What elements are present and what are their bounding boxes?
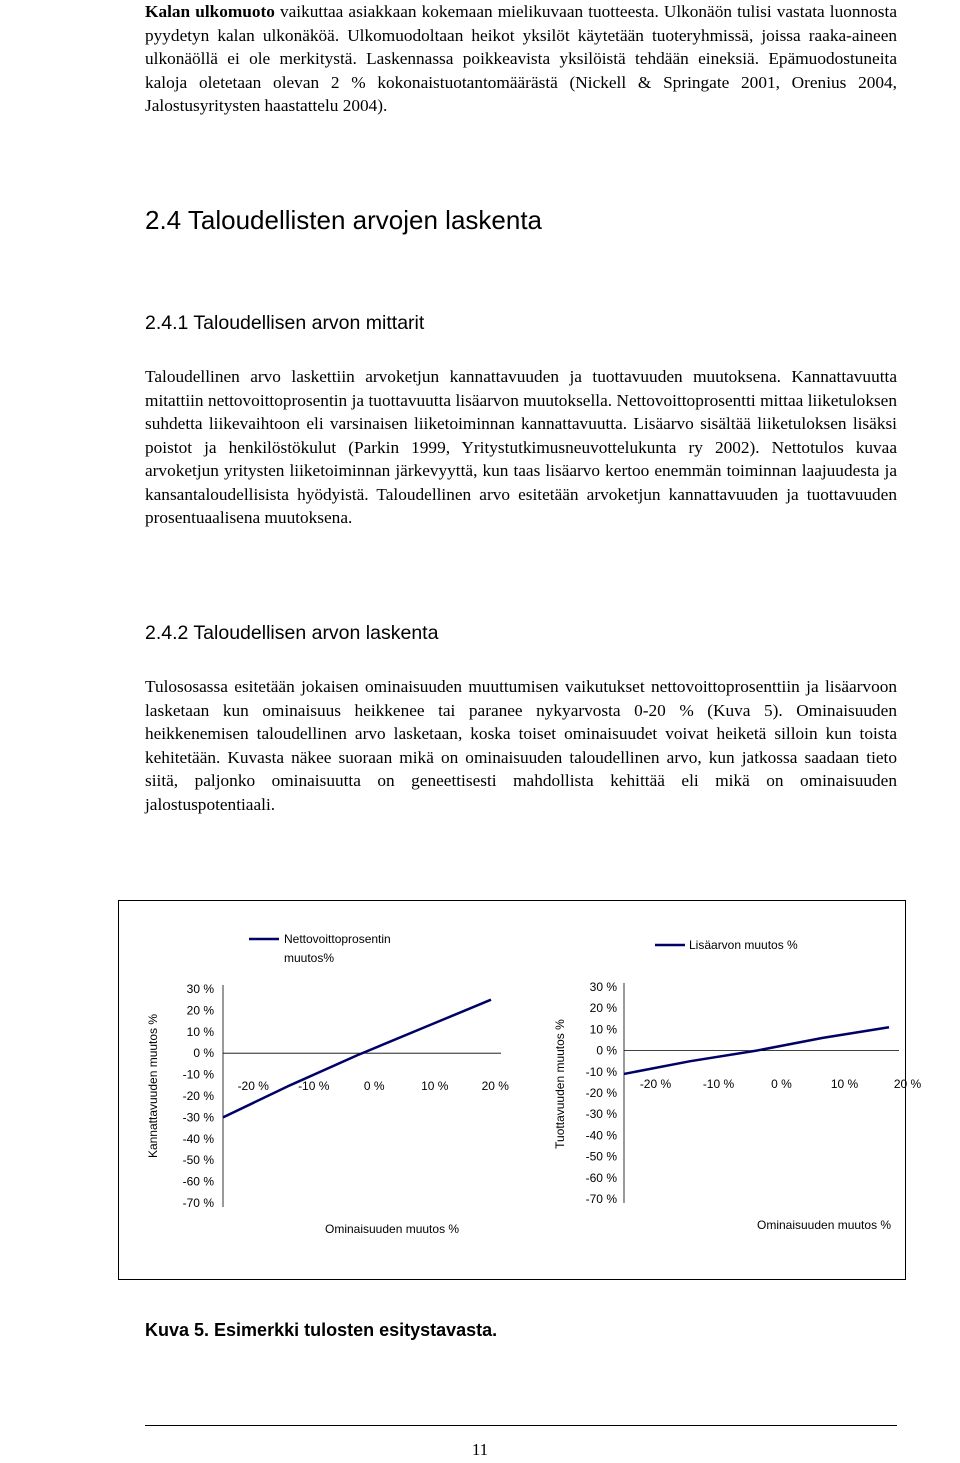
charts-svg xyxy=(119,901,922,1281)
chart1-y-tick-label: 0 % xyxy=(193,1046,214,1061)
chart2-legend-label: Lisäarvon muutos % xyxy=(689,938,798,952)
subsection-2-paragraph: Tulososassa esitetään jokaisen ominaisuuden muuttumisen vaikutukset nettovoittoprosenttiin ja lisäarvoon lasketaan kun ominaisuus heikkenee tai paranee nykyarvosta 0-20 % (Kuva 5). Ominaisuuden heikkenemisen taloudellinen arvo lasketaan, koska toiset ominaisuudet voivat heiketä silloin kun toista kehitetään. Kuvasta näkee suoraan mikä on ominaisuuden taloudellinen arvo, kun jatkossa saadaan tieto siitä, paljonko ominaisuutta on geneettisesti mahdollista kehittää eli mikä on ominaisuuden jalostuspotentiaali. xyxy=(145,677,897,814)
chart1-y-tick-label: -70 % xyxy=(182,1196,214,1210)
chart2-y-tick-label: 0 % xyxy=(596,1043,617,1058)
footer-rule xyxy=(145,1425,897,1426)
chart1-y-tick-label: 20 % xyxy=(186,1003,214,1018)
chart1-y-tick-label: -60 % xyxy=(182,1174,214,1189)
chart1-x-tick-label: 20 % xyxy=(481,1079,509,1093)
chart1-y-tick-label: -30 % xyxy=(182,1110,214,1125)
chart1-x-tick-label: 0 % xyxy=(363,1079,385,1093)
chart1-y-tick-label: 10 % xyxy=(186,1024,214,1039)
chart2-y-tick-label: -30 % xyxy=(585,1107,617,1122)
chart1-y-tick-label: -20 % xyxy=(182,1089,214,1103)
chart2-y-tick-label: -40 % xyxy=(585,1128,617,1143)
chart2-y-tick-label: 10 % xyxy=(589,1022,617,1037)
chart2-y-tick-label: -20 % xyxy=(585,1086,617,1100)
section-heading: 2.4 Taloudellisten arvojen laskenta xyxy=(145,205,543,235)
chart1-series-line xyxy=(223,1000,491,1118)
chart1-x-tick-label: -10 % xyxy=(298,1079,330,1093)
chart2-y-tick-label: -60 % xyxy=(585,1170,617,1185)
chart1-legend-label: Nettovoittoprosentin xyxy=(284,932,391,946)
chart2-x-axis-label: Ominaisuuden muutos % xyxy=(757,1218,892,1232)
chart2-x-tick-label: -20 % xyxy=(639,1077,672,1091)
subsection-1-heading: 2.4.1 Taloudellisen arvon mittarit xyxy=(145,312,425,334)
chart1-y-axis-label: Kannattavuuden muutos % xyxy=(146,1013,160,1159)
chart2-y-tick-label: -70 % xyxy=(585,1192,617,1206)
chart1-y-tick-label: -40 % xyxy=(182,1131,214,1146)
chart2-y-tick-label: -10 % xyxy=(585,1064,617,1079)
subsection-1-paragraph: Taloudellinen arvo laskettiin arvoketjun kannattavuuden ja tuottavuuden muutoksena. Kannattavuutta mitattiin nettovoittoprosentin ja tuottavuutta lisäarvon muutoksella. Nettovoittoprosentti mittaa liiketuloksen suhdetta liikevaihtoon eli varsinaisen liiketoiminnan kannattavuutta. Lisäarvo sisältää liiketuloksen lisäksi poistot ja henkilöstökulut (Parkin 1999, Yritystutkimusneuvottelukunta ry 2002). Nettotulos kuvaa arvoketjun yritysten liiketoiminnan järkevyyttä, kun taas lisäarvo kertoo enemmän toiminnan laajuudesta ja kansantaloudellisista hyödyistä. Taloudellinen arvo esitetään arvoketjun kannattavuuden ja tuottavuuden prosentuaalisena muutoksena. xyxy=(145,367,897,527)
chart1-y-tick-label: -10 % xyxy=(182,1067,214,1082)
chart2-y-tick-label: 30 % xyxy=(589,980,617,994)
chart2-x-tick-label: 20 % xyxy=(893,1077,922,1091)
chart2-x-tick-label: 0 % xyxy=(771,1077,792,1091)
figure-caption: Kuva 5. Esimerkki tulosten esitystavasta. xyxy=(145,1320,498,1340)
chart2-y-tick-label: -50 % xyxy=(585,1149,617,1164)
chart2-y-tick-label: 20 % xyxy=(589,1001,617,1016)
chart2-x-tick-label: 10 % xyxy=(830,1077,859,1091)
chart1-y-tick-label: 30 % xyxy=(186,982,214,996)
chart1-x-tick-label: -20 % xyxy=(237,1079,269,1093)
chart1-x-tick-label: 10 % xyxy=(421,1079,449,1093)
chart2-x-tick-label: -10 % xyxy=(702,1077,735,1091)
subsection-2-heading: 2.4.2 Taloudellisen arvon laskenta xyxy=(145,622,439,644)
intro-lead-bold: Kalan ulkomuoto xyxy=(145,2,275,21)
chart1-y-tick-label: -50 % xyxy=(182,1153,214,1168)
figure-charts xyxy=(118,900,922,1280)
page-number: 11 xyxy=(471,1440,489,1459)
intro-paragraph xyxy=(145,0,897,118)
chart1-x-axis-label: Ominaisuuden muutos % xyxy=(325,1222,460,1236)
intro-text: vaikuttaa asiakkaan kokemaan mielikuvaan tuotteesta. Ulkonäön tulisi vastata luonnosta pyydetyn kalan ulkonäköä. Ulkomuodoltaan heikot yksilöt käytetään tuoteryhmissä, joissa raaka-aineen ulkonäöllä ei ole merkitystä. Laskennassa poikkeavista yksilöistä tehdään eineksiä. Epämuodostuneita kaloja oletetaan olevan 2 % kokonaistuotantomäärästä (Nickell & Springate 2001, Orenius 2004, Jalostusyritysten haastattelu 2004). xyxy=(145,2,897,115)
chart2-y-axis-label: Tuottavuuden muutos % xyxy=(553,1019,567,1149)
chart1-legend-label: muutos% xyxy=(284,951,335,965)
